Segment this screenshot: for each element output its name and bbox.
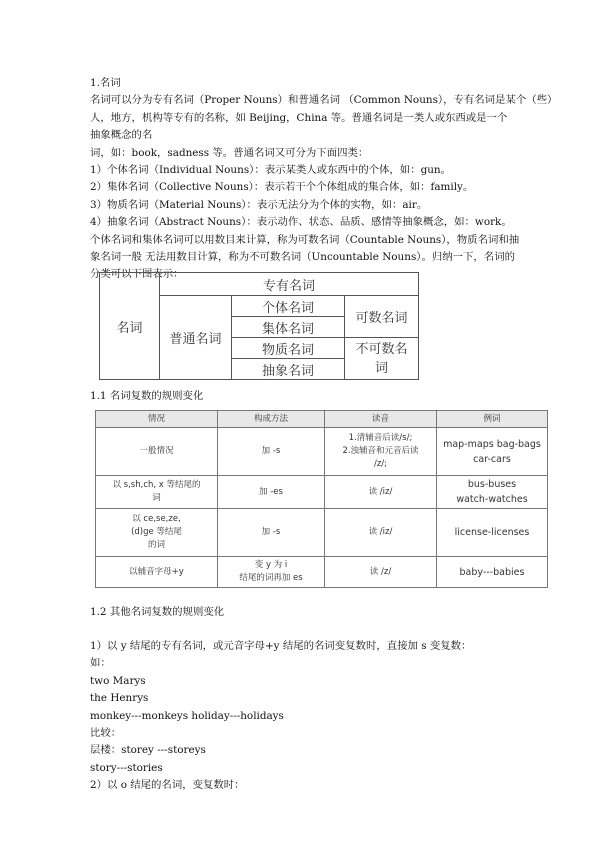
header-pronunciation: 读音: [325, 411, 437, 428]
text-line: 抽象概念的名: [90, 129, 153, 142]
cell-countable-noun: 可数名词: [345, 296, 419, 338]
cell-noun: 名词: [100, 273, 160, 380]
text-line: 比较：: [90, 727, 122, 740]
cell-method: 加 -s: [218, 509, 325, 557]
cell-common-noun: 普通名词: [160, 296, 232, 380]
text-line: 词，如：book，sadness 等。普通名词又可分为下面四类：: [90, 146, 369, 159]
cell-case: 以 ce,se,ze, (d)ge 等结尾 的词: [96, 509, 218, 557]
header-method: 构成方法: [218, 411, 325, 428]
table-row: [96, 509, 548, 557]
text-line: 名词可以分为专有名词（Proper Nouns）和普通名词 （Common Nouns），专有名词是某个（些）: [90, 94, 558, 107]
header-example: 例词: [437, 411, 548, 428]
text-line: 3）物质名词（Material Nouns）：表示无法分为个体的实物，如：air。: [90, 198, 428, 211]
cell-collective-noun: 集体名词: [232, 317, 345, 338]
cell-abstract-noun: 抽象名词: [232, 359, 345, 380]
cell-method: 变 y 为 i 结尾的词再加 es: [218, 557, 325, 588]
text-line: 4）抽象名词（Abstract Nouns）：表示动作、状态、品质、感情等抽象概念，如：work。: [90, 216, 512, 229]
header-case: 情况: [96, 411, 218, 428]
text-line: 2）以 o 结尾的名词，变复数时：: [90, 779, 245, 792]
cell-individual-noun: 个体名词: [232, 296, 345, 317]
text-line: monkey---monkeys holiday---holidays: [90, 709, 284, 722]
cell-example: map-maps bag-bags car-cars: [437, 428, 548, 476]
noun-classification-table: [99, 272, 419, 380]
text-line: the Henrys: [90, 692, 149, 705]
cell-example: baby---babies: [437, 557, 548, 588]
cell-pronunciation: 1.清辅音后读/s/; 2.浊辅音和元音后读 /z/;: [325, 428, 437, 476]
text-line: 1）以 y 结尾的专有名词，或元音字母+y 结尾的名词变复数时，直接加 s 变复数：: [90, 640, 472, 652]
text-line: 如：: [90, 657, 111, 670]
section-heading: 1.2 其他名词复数的规则变化: [90, 606, 225, 618]
cell-method: 加 -es: [218, 476, 325, 509]
intro-paragraph: [90, 75, 558, 284]
table-row: [96, 557, 548, 588]
table-row: [96, 428, 548, 476]
text-line: 人，地方，机构等专有的名称，如 Beijing，China 等。普通名词是一类人或东西或是一个: [90, 111, 508, 124]
cell-pronunciation: 读 /iz/: [325, 476, 437, 509]
text-line: two Marys: [90, 674, 146, 687]
text-line: 层楼：storey ---storeys: [90, 744, 206, 757]
cell-case: 以辅音字母+y: [96, 557, 218, 588]
cell-uncountable-noun: 不可数名 词: [345, 338, 419, 380]
section-heading: 1.1 名词复数的规则变化: [90, 390, 204, 402]
cell-pronunciation: 读 /z/: [325, 557, 437, 588]
cell-example: bus-buses watch-watches: [437, 476, 548, 509]
text-line: 个体名词和集体名词可以用数目来计算，称为可数名词（Countable Nouns），物质名词和抽: [90, 233, 520, 246]
table-row: [96, 476, 548, 509]
cell-example: license-licenses: [437, 509, 548, 557]
cell-proper-noun: 专有名词: [160, 273, 419, 296]
text-line: 分类可以下图表示：: [90, 268, 184, 281]
text-line: 2）集体名词（Collective Nouns）：表示若干个个体组成的集合体，如：family。: [90, 181, 474, 194]
text-line: story---stories: [90, 761, 163, 774]
cell-case: 以 s,sh,ch, x 等结尾的 词: [96, 476, 218, 509]
text-line: 1）个体名词（Individual Nouns）：表示某类人或东西中的个体，如：gun。: [90, 164, 452, 177]
cell-method: 加 -s: [218, 428, 325, 476]
text-line: 象名词一般 无法用数目计算，称为不可数名词（Uncountable Nouns）。归纳一下，名词的: [90, 251, 515, 264]
plural-rules-table: [95, 410, 548, 588]
section-title: 1.名词: [90, 77, 121, 89]
cell-pronunciation: 读 /iz/: [325, 509, 437, 557]
cell-case: 一般情况: [96, 428, 218, 476]
cell-material-noun: 物质名词: [232, 338, 345, 359]
rules-paragraph: [90, 638, 520, 795]
